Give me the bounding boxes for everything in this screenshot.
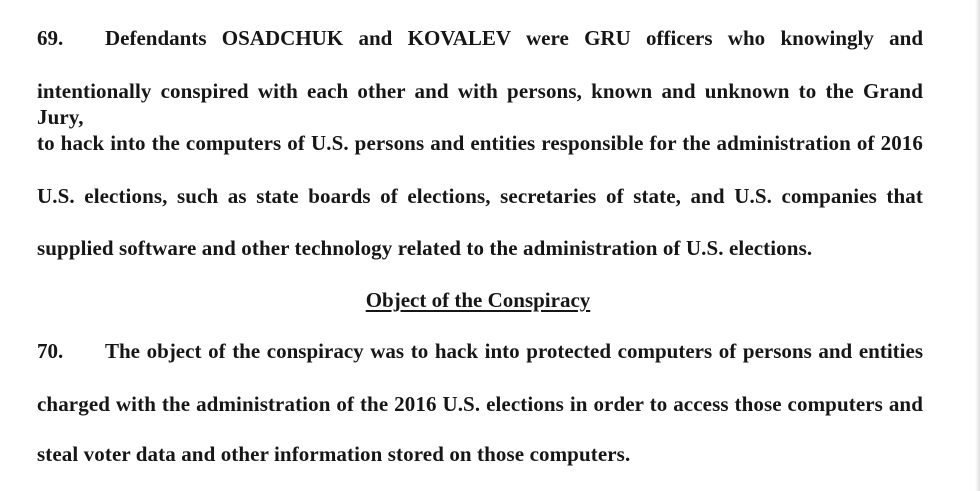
paragraph-line: intentionally conspired with each other and with persons, known and unknown to the Grand Jury,: [37, 79, 923, 129]
paragraph-number: 70.: [37, 339, 64, 363]
paragraph-line: U.S. elections, such as state boards of elections, secretaries of state, and U.S. companies that: [37, 184, 923, 208]
section-heading-text: Object of the Conspiracy: [365, 288, 591, 312]
paragraph-line: Defendants OSADCHUK and KOVALEV were GRU officers who knowingly and: [105, 26, 923, 50]
paragraph-line: charged with the administration of the 2016 U.S. elections in order to access those computers and: [37, 392, 923, 416]
paragraph-number: 69.: [37, 26, 64, 50]
paragraph-line: supplied software and other technology related to the administration of U.S. elections.: [37, 236, 813, 260]
section-heading: [0, 287, 956, 313]
paragraph-line: steal voter data and other information stored on those computers.: [37, 442, 631, 466]
paragraph-line: to hack into the computers of U.S. persons and entities responsible for the administration of 2016: [37, 131, 923, 155]
paragraph-line: The object of the conspiracy was to hack into protected computers of persons and entities: [105, 339, 923, 363]
page-edge: [975, 0, 980, 491]
